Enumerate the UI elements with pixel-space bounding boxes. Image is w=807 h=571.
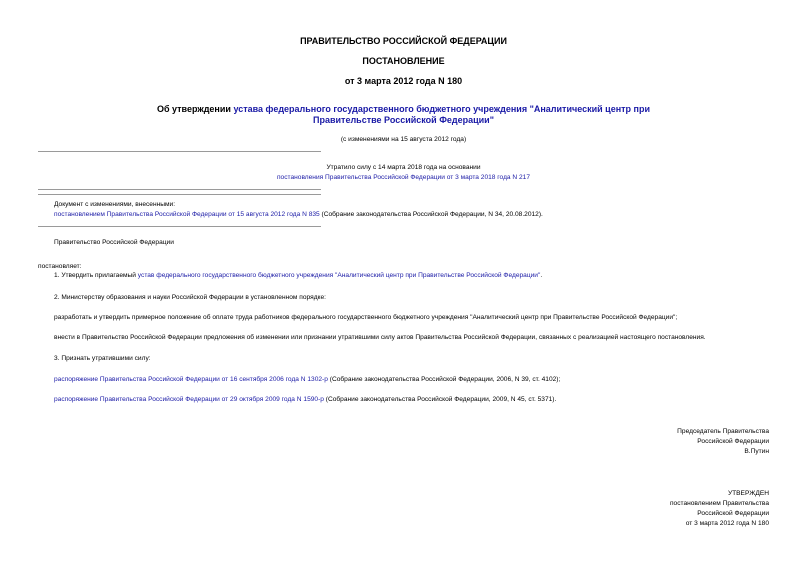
expired-basis-link[interactable]: постановления Правительства Российской Федерации от 3 марта 2018 года N 217 bbox=[276, 174, 531, 181]
document-type: ПОСТАНОВЛЕНИЕ bbox=[362, 56, 445, 66]
repealed-order-1-link[interactable]: распоряжение Правительства Российской Федерации от 16 сентября 2006 года N 1302-р bbox=[54, 376, 328, 383]
subject-charter-link-continued[interactable]: Правительстве Российской Федерации" bbox=[313, 115, 494, 125]
divider bbox=[38, 226, 321, 227]
preamble-resolves: постановляет: bbox=[38, 263, 82, 270]
signature-title-1: Председатель Правительства bbox=[677, 428, 769, 435]
repealed-order-2-link[interactable]: распоряжение Правительства Российской Федерации от 29 октября 2009 года N 1590-р bbox=[54, 396, 324, 403]
document-org: ПРАВИТЕЛЬСТВО РОССИЙСКОЙ ФЕДЕРАЦИИ bbox=[300, 36, 507, 46]
amendments-label: Документ с изменениями, внесенными: bbox=[54, 201, 176, 208]
approved-title: УТВЕРЖДЕН bbox=[727, 490, 769, 497]
item-3: 3. Признать утратившими силу: bbox=[54, 355, 151, 362]
subject-prefix: Об утверждении bbox=[156, 104, 234, 114]
approved-line-2: Российской Федерации bbox=[697, 510, 769, 517]
item-1-end: . bbox=[540, 272, 543, 279]
signature-title-2: Российской Федерации bbox=[697, 438, 769, 445]
amendment-decree-link[interactable]: постановлением Правительства Российской Федерации от 15 августа 2012 года N 835 bbox=[54, 211, 320, 218]
repealed-order-1-source: (Собрание законодательства Российской Федерации, 2006, N 39, ст. 4102); bbox=[327, 376, 561, 383]
changes-note: (с изменениями на 15 августа 2012 года) bbox=[340, 136, 467, 143]
item-3-ref-2 bbox=[54, 396, 556, 404]
preamble-government: Правительство Российской Федерации bbox=[54, 239, 174, 246]
document-date-number: от 3 марта 2012 года N 180 bbox=[344, 76, 463, 86]
signature-name: В.Путин bbox=[744, 448, 769, 455]
amendments-ref bbox=[54, 211, 543, 219]
document-subject bbox=[0, 104, 807, 115]
item-1-text: 1. Утвердить прилагаемый bbox=[54, 272, 138, 279]
item-3-ref-1 bbox=[54, 376, 560, 384]
approved-line-3: от 3 марта 2012 года N 180 bbox=[685, 520, 769, 527]
divider bbox=[38, 189, 321, 190]
approved-line-1: постановлением Правительства bbox=[669, 500, 769, 507]
amendment-source: (Собрание законодательства Российской Федерации, N 34, 20.08.2012). bbox=[319, 211, 543, 218]
item-1-charter-link[interactable]: устав федерального государственного бюджетного учреждения "Аналитический центр при Правительстве Российской Федерации" bbox=[137, 272, 541, 279]
expired-notice: Утратило силу с 14 марта 2018 года на основании bbox=[326, 164, 481, 171]
item-1 bbox=[54, 272, 542, 280]
item-2: 2. Министерству образования и науки Российской Федерации в установленном порядке: bbox=[54, 294, 326, 301]
repealed-order-2-source: (Собрание законодательства Российской Федерации, 2009, N 45, ст. 5371). bbox=[323, 396, 557, 403]
subject-charter-link[interactable]: устава федерального государственного бюджетного учреждения "Аналитический центр при bbox=[233, 104, 651, 114]
item-2-sub-2: внести в Правительство Российской Федерации предложения об изменении или признании утратившими силу актов Правительства Российской Федерации, связанных с реализацией настоящего постановления. bbox=[54, 334, 706, 341]
divider bbox=[38, 194, 321, 195]
item-2-sub-1: разработать и утвердить примерное положение об оплате труда работников федерального государственного бюджетного учреждения "Аналитический центр при Правительстве Российской Федерации"; bbox=[54, 314, 678, 321]
divider bbox=[38, 151, 321, 152]
